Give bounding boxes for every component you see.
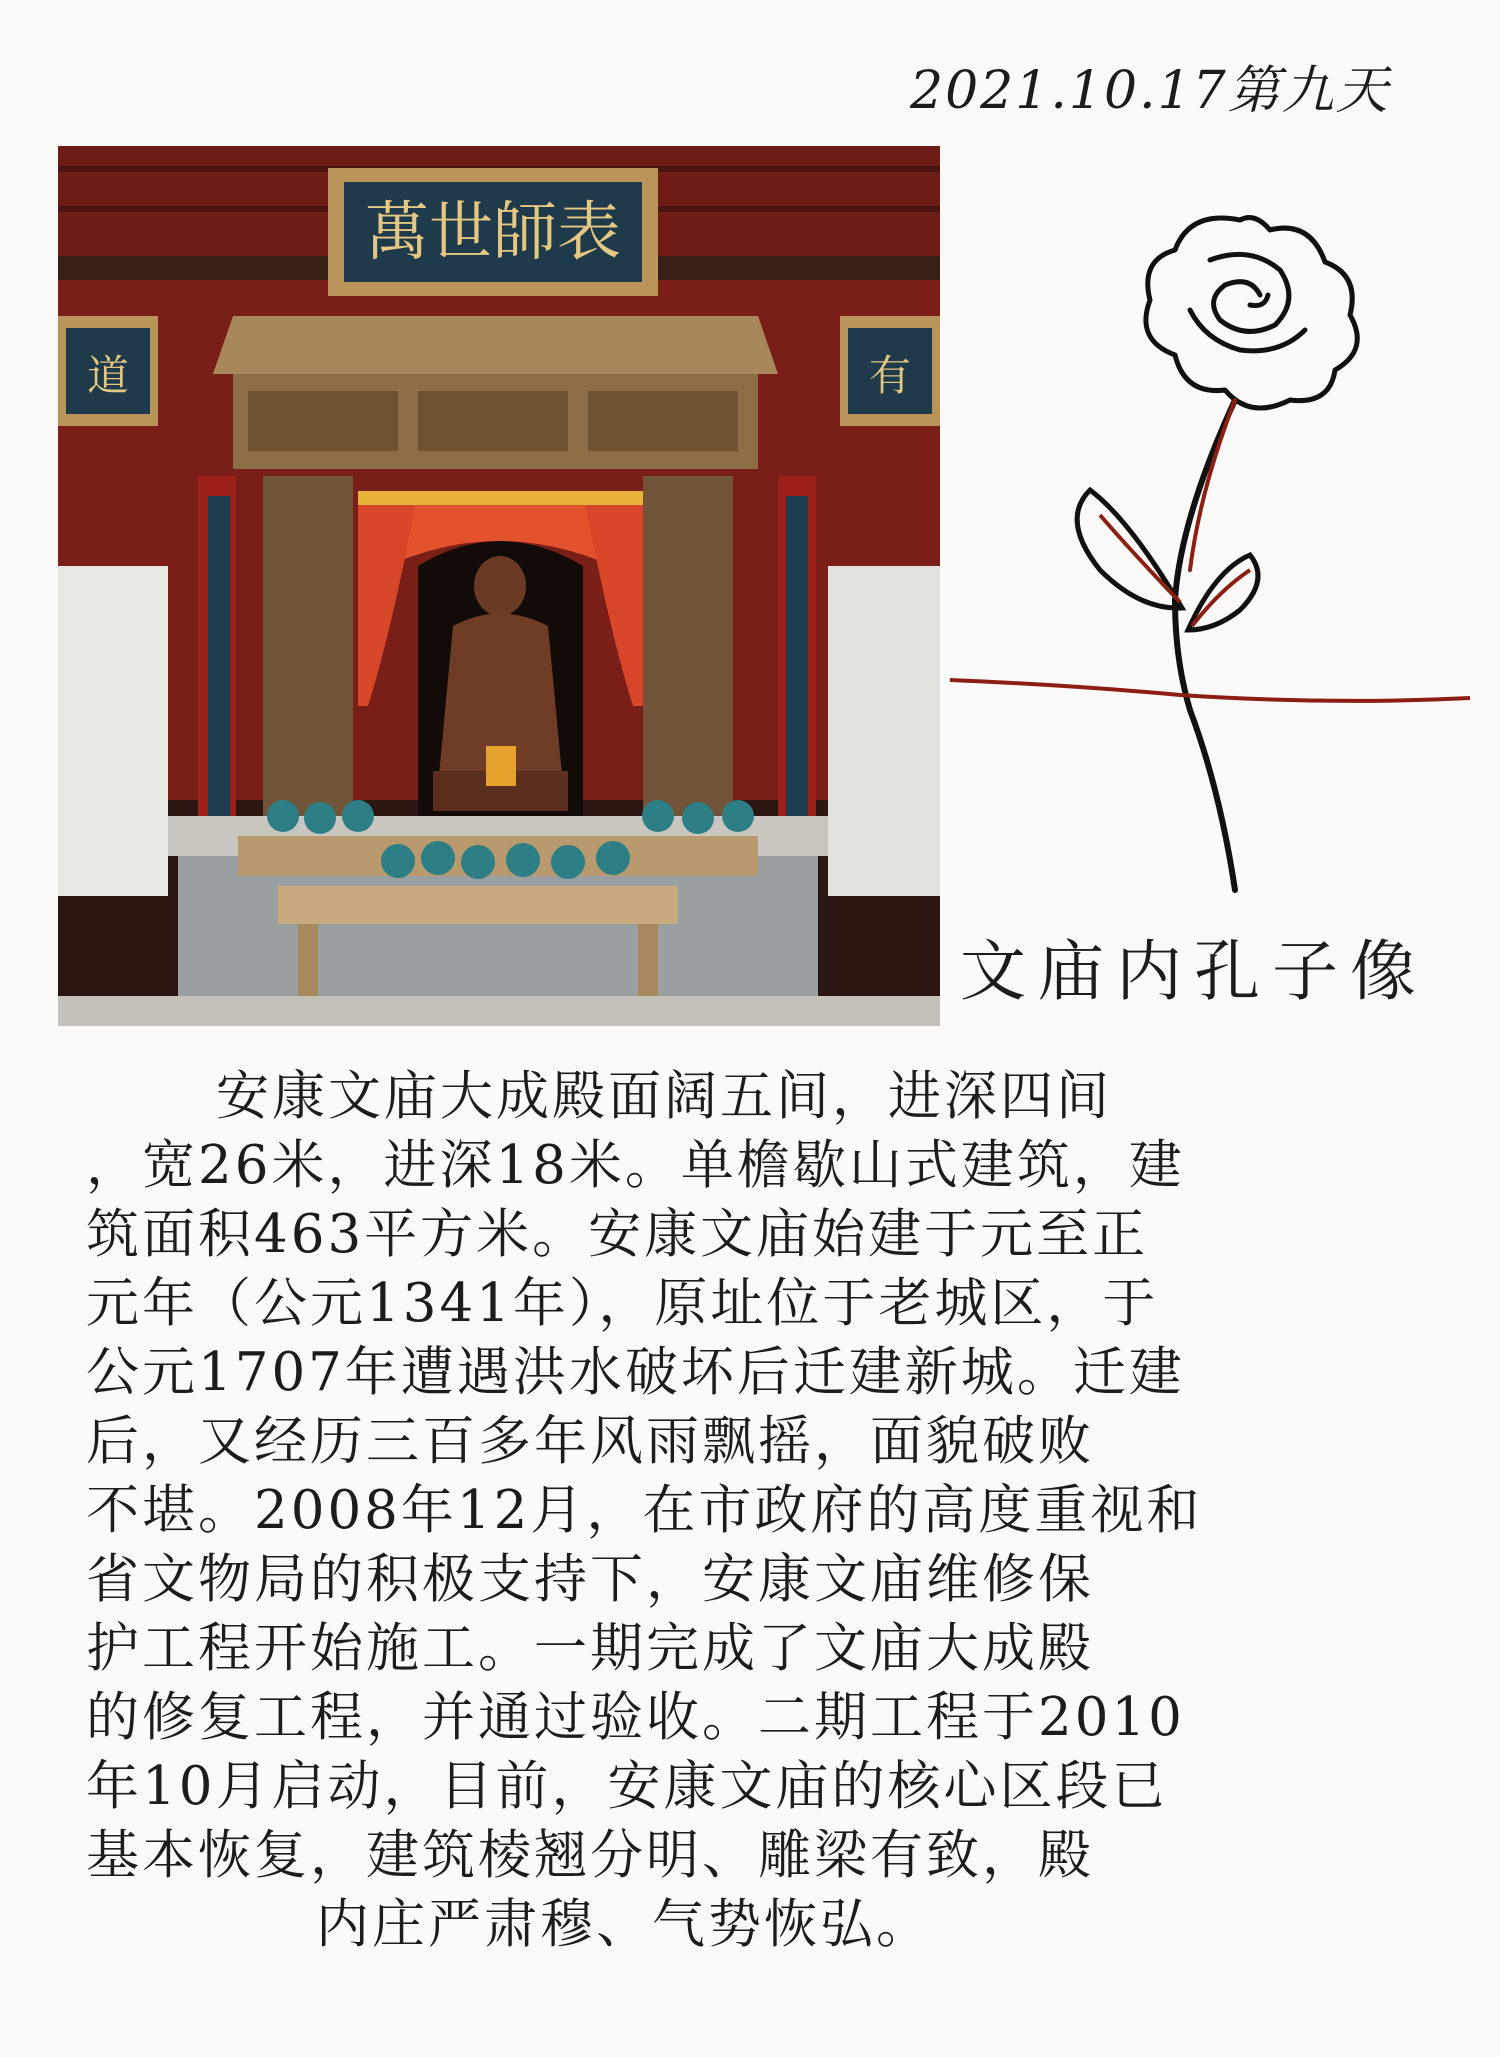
text-line: ，宽26米，进深18米。单檐歇山式建筑，建 (86, 1135, 1185, 1196)
text-line: 筑面积463平方米。安康文庙始建于元至正 (86, 1204, 1149, 1265)
text-line: 安康文庙大成殿面阔五间，进深四间 (216, 1066, 1112, 1127)
text-line: 不堪。2008年12月，在市政府的高度重视和 (86, 1480, 1203, 1541)
temple-photo (58, 146, 940, 1026)
text-line: 内庄严肃穆、气势恢弘。 (316, 1894, 932, 1955)
text-line: 后，又经历三百多年风雨飘摇，面貌破败 (86, 1411, 1094, 1472)
text-line: 省文物局的积极支持下，安康文庙维修保 (86, 1549, 1094, 1610)
diary-date: 2021.10.17第九天 (910, 61, 1390, 121)
left-sign-text: 道 (86, 351, 130, 400)
body-paragraph (86, 1062, 1286, 1959)
confucius-statue-illustration (58, 146, 940, 1026)
text-line: 基本恢复，建筑棱翘分明、雕梁有致，殿 (86, 1825, 1094, 1886)
flower-drawing (950, 190, 1470, 910)
right-sign-text: 有 (868, 351, 912, 400)
text-line: 元年（公元1341年），原址位于老城区，于 (86, 1273, 1159, 1334)
text-line: 年10月启动，目前，安康文庙的核心区段已 (86, 1756, 1168, 1817)
plaque-text: 萬世師表 (365, 196, 621, 270)
photo-caption: 文庙内孔子像 (960, 933, 1428, 1010)
text-line: 公元1707年遭遇洪水破坏后迁建新城。迁建 (86, 1342, 1185, 1403)
text-line: 护工程开始施工。一期完成了文庙大成殿 (86, 1618, 1094, 1679)
text-line: 的修复工程，并通过验收。二期工程于2010 (86, 1687, 1185, 1748)
